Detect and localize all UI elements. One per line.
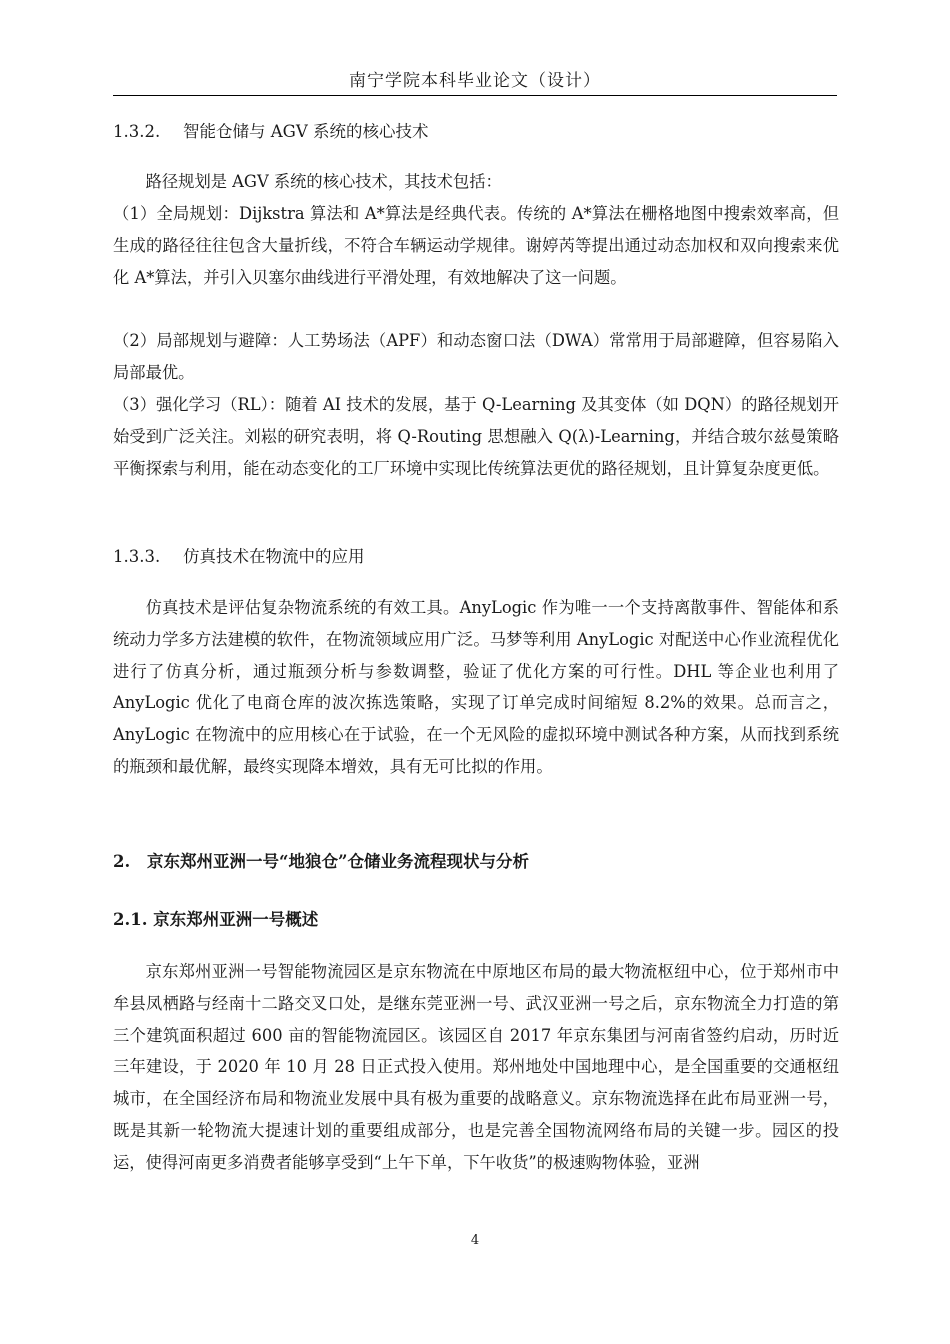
page-header: 南宁学院本科毕业论文（设计）	[113, 66, 837, 96]
section-title: 智能仓储与 AGV 系统的核心技术	[183, 122, 429, 141]
list-item-local-planning: （2）局部规划与避障：人工势场法（APF）和动态窗口法（DWA）常常用于局部避障，但容易陷入局部最优。	[113, 331, 839, 382]
section-heading-1-3-3	[113, 543, 365, 567]
paragraph-intro: 路径规划是 AGV 系统的核心技术，其技术包括：	[145, 172, 502, 191]
section-title: 仿真技术在物流中的应用	[183, 547, 365, 566]
list-item-reinforcement-learning: （3）强化学习（RL）：随着 AI 技术的发展，基于 Q-Learning 及其变体（如 DQN）的路径规划开始受到广泛关注。刘崧的研究表明，将 Q-Routing 思想融入 Q(λ)-Learning，并结合玻尔兹曼策略平衡探索与利用，能在动态变化的工厂环境中实现比传统算法更优的路径规划，且计算复杂度更低。	[113, 395, 839, 478]
paragraph-simulation: 仿真技术是评估复杂物流系统的有效工具。AnyLogic 作为唯一一个支持离散事件、智能体和系统动力学多方法建模的软件，在物流领域应用广泛。马梦等利用 AnyLogic 对配送中心作业流程优化进行了仿真分析，通过瓶颈分析与参数调整，验证了优化方案的可行性。DHL 等企业也利用了 AnyLogic 优化了电商仓库的波次拣选策略，实现了订单完成时间缩短 8.2%的效果。总而言之，AnyLogic 在物流中的应用核心在于试验，在一个无风险的虚拟环境中测试各种方案，从而找到系统的瓶颈和最优解，最终实现降本增效，具有无可比拟的作用。	[113, 598, 839, 776]
chapter-title: 京东郑州亚洲一号“地狼仓”仓储业务流程现状与分析	[147, 852, 529, 871]
section-number: 1.3.3.	[113, 547, 161, 566]
page-number: 4	[470, 1233, 480, 1248]
chapter-heading-2	[113, 848, 529, 872]
section-heading-1-3-2	[113, 118, 429, 142]
list-item-global-planning: （1）全局规划：Dijkstra 算法和 A*算法是经典代表。传统的 A*算法在栅格地图中搜索效率高，但生成的路径往往包含大量折线，不符合车辆运动学规律。谢婷芮等提出通过动态加权和双向搜索来优化 A*算法，并引入贝塞尔曲线进行平滑处理，有效地解决了这一问题。	[113, 204, 839, 287]
section-number: 1.3.2.	[113, 122, 161, 141]
section-heading-2-1	[113, 906, 318, 930]
paragraph-overview: 京东郑州亚洲一号智能物流园区是京东物流在中原地区布局的最大物流枢纽中心，位于郑州市中牟县凤栖路与经南十二路交叉口处，是继东莞亚洲一号、武汉亚洲一号之后，京东物流全力打造的第三个建筑面积超过 600 亩的智能物流园区。该园区自 2017 年京东集团与河南省签约启动，历时近三年建设，于 2020 年 10 月 28 日正式投入使用。郑州地处中国地理中心，是全国重要的交通枢纽城市，在全国经济布局和物流业发展中具有极为重要的战略意义。京东物流选择在此布局亚洲一号，既是其新一轮物流大提速计划的重要组成部分，也是完善全国物流网络布局的关键一步。园区的投运，使得河南更多消费者能够享受到“上午下单，下午收货”的极速购物体验，亚洲	[113, 962, 839, 1172]
chapter-number: 2.	[113, 852, 131, 871]
section-number: 2.1.	[113, 910, 148, 929]
section-title: 京东郑州亚洲一号概述	[153, 910, 319, 929]
